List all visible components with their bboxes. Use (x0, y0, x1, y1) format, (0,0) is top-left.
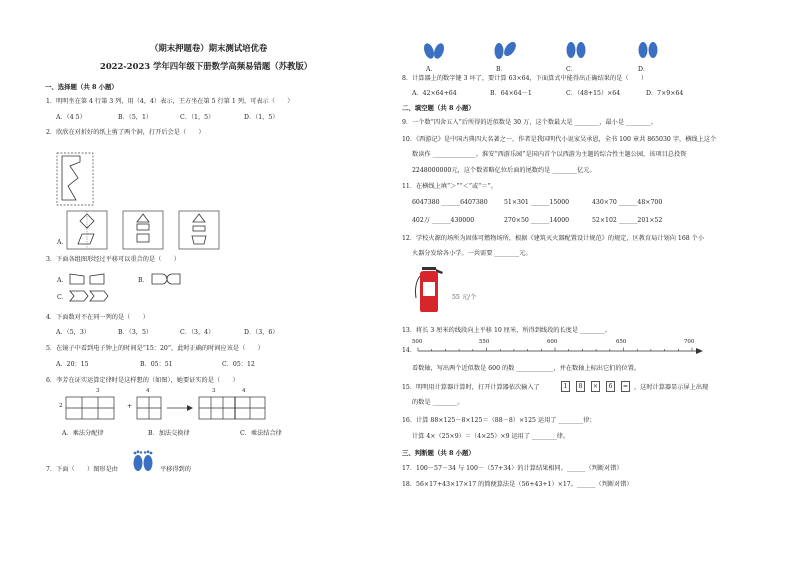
q11-item-6[interactable]: 52×102 ______201×52 (592, 217, 663, 224)
q15-text-a: 15．明明用计算器计算时，打开计算器依次输入了 (402, 384, 540, 391)
q14-number-line (416, 346, 706, 356)
q5-option-c[interactable]: C．05：12 (222, 361, 255, 368)
q7-option-a[interactable]: A． (426, 66, 437, 73)
q6-plus-sign: + (127, 403, 133, 410)
q4-text: 4．下面数对不在同一列的是（ ） (46, 314, 149, 321)
q2-option-a-figure[interactable] (66, 210, 108, 250)
q7-option-c[interactable]: C． (566, 66, 577, 73)
q6-arrow (166, 404, 194, 412)
q7-text-b: 平移得到的 (160, 466, 191, 473)
q3-option-b-figure[interactable] (150, 272, 190, 286)
number-line-ticks (418, 348, 692, 352)
q4-option-d[interactable]: D．（3，6） (244, 329, 279, 336)
q2-folded-paper-figure (56, 152, 96, 206)
q4-option-b[interactable]: B．（3，5） (118, 329, 153, 336)
footprints-icon (130, 448, 156, 474)
q7-option-d-footprints-icon[interactable] (634, 38, 662, 62)
q11-item-2[interactable]: 51×301 ______15000 (504, 199, 570, 206)
q2-option-c-figure[interactable] (178, 210, 220, 250)
q10-text-line3: 2248000000元，这个数省略亿位后面的尾数约是 ________亿元。 (412, 167, 596, 174)
q15-key-equals[interactable]: = (622, 383, 629, 390)
q15-text-b: ，这时计算器显示屏上出现 (634, 384, 709, 391)
q6-top-label-4: 4 (146, 388, 150, 394)
q11-item-4[interactable]: 402万 ______430000 (412, 217, 475, 224)
q1-option-c[interactable]: C．（1，5） (180, 114, 215, 121)
q14-tick-label-550: 550 (479, 339, 490, 345)
q7-option-c-footprints-icon[interactable] (562, 38, 590, 62)
q5-option-b[interactable]: B．05：51 (140, 361, 173, 368)
section-2-heading: 二、填空题（共 8 小题） (402, 104, 475, 112)
q8-option-a[interactable]: A．42×64+64 (412, 90, 457, 97)
q5-option-a[interactable]: A．20：15 (56, 361, 89, 368)
q3-option-a-figure[interactable] (68, 272, 108, 286)
q6-option-a[interactable]: A．乘法分配律 (62, 430, 104, 437)
q17-text: 17．100－57－34 与 100－（57+34）的计算结果相同。______（判断对错） (402, 465, 623, 472)
title-1: （期末押题卷）期末测试培优卷 (150, 43, 268, 53)
q6-top-label-4b: 4 (242, 388, 246, 394)
q8-option-c[interactable]: C．（48+15）×64 (566, 90, 621, 97)
q3-option-c-label[interactable]: C． (57, 294, 68, 301)
q11-item-5[interactable]: 270×50 ______14000 (504, 217, 570, 224)
q10-text-line1: 10．《西游记》是中国古典四大名著之一，作者是我国明代小说家吴承恩，全书 100 章共 865030 字，横线上这个 (402, 136, 717, 143)
q5-text: 5．在镜子中看到电子钟上的时间是“15：20”，此时正确的时间应该是（ ） (46, 345, 264, 352)
q6-top-label-3: 3 (96, 388, 100, 394)
q4-option-c[interactable]: C．（3，4） (180, 329, 215, 336)
q16-text-line1: 16．计算 88×125－8×125＝（88－8）×125 运用了 ________律； (402, 417, 596, 424)
q3-text: 3．下面各组图形经过平移可以重合的是（ ） (46, 256, 180, 263)
q1-option-b[interactable]: B．（5，1） (118, 114, 153, 121)
q10-text-line2: 数读作 ______________。淮安“西游乐园”是国内首个以西游为主题的综合性主题公园，该项目总投资 (412, 151, 687, 158)
q3-option-a-label[interactable]: A． (57, 277, 68, 284)
title-2: 2022-2023 学年四年级下册数学高频易错题（苏教版） (100, 61, 313, 71)
q14-tick-label-500: 500 (412, 339, 423, 345)
q6-option-c[interactable]: C．乘法结合律 (240, 430, 282, 437)
q7-option-b-footprints-icon[interactable] (490, 38, 518, 62)
q1-text: 1．明明坐在第 4 行第 3 列，用（4，4）表示，王方坐在第 5 行第 1 列，可表示（ ） (46, 98, 294, 105)
q3-option-c-figure[interactable] (68, 290, 112, 302)
section-3-heading: 三、判断题（共 8 小题） (402, 449, 475, 457)
q4-option-a[interactable]: A．（5，3） (56, 329, 90, 336)
q13-text: 13．将长 3 厘米的线段向上平移 10 厘米，所得到线段的长度是 ________。 (402, 327, 611, 334)
q2-option-a-label[interactable]: A． (57, 239, 68, 246)
q12-price-label: 55 元/个 (452, 294, 477, 301)
q15-key-1[interactable]: 1 (561, 381, 570, 392)
q6-grid-combined (198, 396, 266, 420)
q18-text: 18．56×17+43×17×17 的简便算法是（56+43+1）×17。______（判断对错） (402, 481, 633, 488)
q2-text: 2．欣欣在对折好的纸上剪了两个洞，打开后会是（ ） (46, 129, 205, 136)
q12-text-line2: 火器分发给各小学。一共需要 ________元。 (412, 250, 532, 257)
q11-text: 11．在横线上填“＞”“＜”或“＝”。 (402, 183, 497, 190)
q6-top-label-3b: 3 (212, 388, 216, 394)
q7-option-a-footprints-icon[interactable] (420, 38, 448, 62)
q15-key-multiply[interactable]: × (592, 383, 599, 390)
q12-text-line1: 12．学校火源的场所为固体可燃物场所，根据《建筑灭火器配置设计规范》的规定，区教育局计划向 168 个小 (402, 235, 705, 242)
q6-side-label-2: 2 (59, 403, 63, 409)
q14-tick-label-600: 600 (547, 339, 558, 345)
q7-option-b[interactable]: B． (496, 66, 507, 73)
q6-option-b[interactable]: B．加法交换律 (148, 430, 190, 437)
q8-text: 8．计算器上的数字键 3 坏了，要计算 63×64，下面算式中能得出正确结果的是（ ） (402, 75, 648, 82)
q11-item-3[interactable]: 430×70 ______48×700 (592, 199, 663, 206)
q15-key-6[interactable]: 6 (606, 381, 615, 392)
fire-extinguisher-icon (412, 264, 446, 314)
q7-text-a: 7．下面（ ）图形是由 (46, 466, 118, 473)
q14-text: 看数轴，写出两个近似数是 600 的数 ____________，并在数轴上标出它们的位置。 (412, 365, 641, 372)
q15-text-c: 的数是 ________。 (412, 399, 464, 406)
q7-option-d[interactable]: D． (638, 66, 650, 73)
q8-option-b[interactable]: B．64×64－1 (490, 90, 532, 97)
q6-grid-2x2 (136, 396, 162, 420)
q6-grid-3x2 (65, 396, 115, 420)
q8-option-d[interactable]: D．7×9×64 (646, 90, 684, 97)
q2-option-b-figure[interactable] (122, 210, 164, 250)
q9-text: 9．一个数“四舍五入”后所得的近似数是 30 万，这个数最大是 ________，最小是 ________。 (402, 119, 657, 126)
q14-number: 14． (402, 347, 417, 354)
q14-tick-label-650: 650 (616, 339, 627, 345)
q3-option-b-label[interactable]: B． (138, 277, 149, 284)
q11-item-1[interactable]: 6047380 ______6407380 (412, 199, 488, 206)
q1-option-a[interactable]: A．（4 5） (56, 114, 86, 121)
q6-text: 6．李芳在证实运算定律时是这样想的（如图），她要证实的是（ ） (46, 377, 239, 384)
q14-tick-label-700: 700 (684, 339, 695, 345)
section-1-heading: 一、选择题（共 8 小题） (45, 83, 118, 91)
q16-text-line2: 计算 4×（25×9）＝（4×25）×9 运用了 ________律。 (412, 433, 570, 440)
q15-key-8[interactable]: 8 (576, 381, 585, 392)
q1-option-d[interactable]: D．（1，5） (244, 114, 279, 121)
